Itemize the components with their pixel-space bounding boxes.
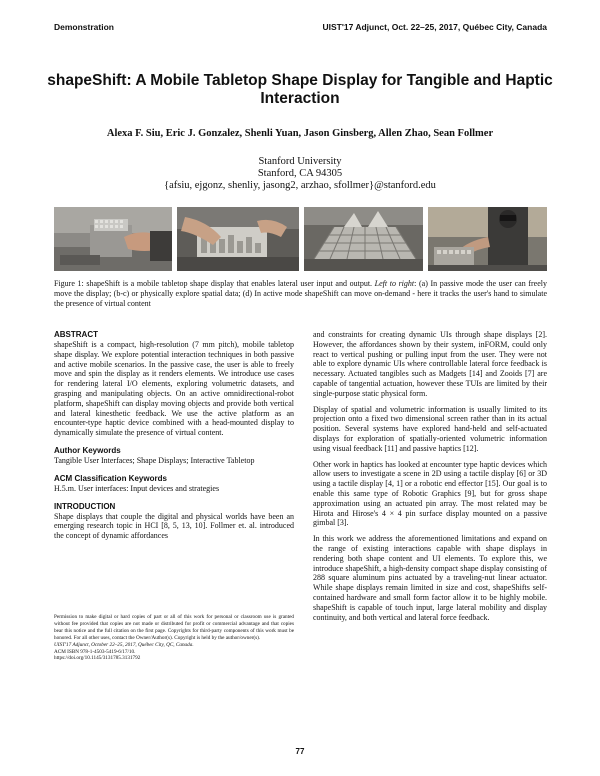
- right-paragraph-2: Display of spatial and volumetric information is usually limited to its projection onto a fixed two dimensional screen rather than in its actual position. Several systems have explored hand-held and self-actuated displays for exploration of spatially-oriented volumetric information using visual feedback [11] and passive haptics [12].: [313, 404, 547, 453]
- acm-text: H.5.m. User interfaces: Input devices and strategies: [54, 483, 220, 493]
- abstract-heading: ABSTRACT: [54, 330, 98, 339]
- left-column: [54, 330, 294, 547]
- figure-photo-a: [54, 207, 172, 271]
- affiliation-university: Stanford University: [258, 156, 342, 167]
- affiliation: [40, 156, 560, 192]
- running-header-left: Demonstration: [54, 22, 114, 32]
- page-number: 77: [295, 747, 305, 756]
- affiliation-location: Stanford, CA 94305: [257, 168, 343, 179]
- keywords-heading: Author Keywords: [54, 445, 121, 455]
- caption-emphasis: Left to right: [374, 279, 415, 288]
- right-paragraph-3: Other work in haptics has looked at encounter type haptic devices which allow users to investigate a scene in 2D using a tactile display [6] or 3D using a tactile display [4, 1] or a robotic end effector [15]. Our goal is to enable this same type of Robotic Graphics [9], but for gross shape approximation using an actuated pin array. The most related may be Hirota and Hirose's 4 × 4 pin surface display mounted on a passive gimbal [3].: [313, 459, 547, 528]
- right-paragraph-1: and constraints for creating dynamic UIs through shape displays [2]. However, the affordances shown by their system, inFORM, could only react to vertical pushing or pulling input from the user. They were not able to explore dynamic UIs where controllable lateral force feedback is necessary. Actuated tangibles such as Madgets [14] and Zooids [7] are capable of tangential actuation, however these TUIs are limited by their single-purpose static physical form.: [313, 330, 547, 398]
- copyright-isbn: ACM ISBN 978-1-4503-5419-6/17/10.: [54, 648, 136, 655]
- right-paragraph-4: In this work we address the aforementioned limitations and expand on the range of existing interactions capable with shape displays in rendering both shape content and UI elements. To explore this, we introduce shapeShift, a high-density compact shape display consisting of 288 square aluminum pins actuated by a traveling-nut linear actuator. While shape displays remain limited in size and cost, shapeShifts self-contained hardware and small form factor allow it to be highly mobile. shapeShift is capable of touch input, large lateral mobility and display continuity, and both vertical and lateral force feedback.: [313, 534, 547, 622]
- author-list: Alexa F. Siu, Eric J. Gonzalez, Shenli Yuan, Jason Ginsberg, Allen Zhao, Sean Follmer: [106, 128, 494, 139]
- introduction-text: Shape displays that couple the digital and physical worlds have been an emerging research topic in HCI [8, 5, 13, 10]. Follmer et. al. introduced the concept of dynamic affordances: [54, 511, 294, 541]
- copyright-doi: https://doi.org/10.1145/3131785.3131792: [54, 655, 141, 662]
- copyright-notice: Permission to make digital or hard copies of part or all of this work for personal or classroom use is granted without fee provided that copies are not made or distributed for profit or commercial advantage and that copies bear this notice and the full citation on the first page. Copyrights for third-party components of this work must be honored. For all other uses, contact the Owner/Author(s). Copyright is held by the author/owner(s).: [54, 614, 294, 641]
- copyright-block: [54, 614, 294, 662]
- affiliation-emails: {afsiu, ejgonz, shenliy, jasong2, arzhao, sfollmer}@stanford.edu: [164, 180, 436, 191]
- caption-rest: : (a) In passive mode the user can freely move the display; (b-c) or physically explore spatial data; (d) In active mode shapeShift can move on-demand - here it tracks the user's hand to simulate the presence of virtual content: [54, 279, 548, 308]
- copyright-venue: UIST'17 Adjunct, October 22–25, 2017, Québec City, QC, Canada.: [54, 641, 194, 648]
- abstract-text: shapeShift is a compact, high-resolution (7 mm pitch), mobile tabletop shape display. We explore potential interaction techniques in both passive and active mobile scenarios. In the passive case, the user is able to freely move and spin the display as it renders elements. We introduce use cases for rendering lateral I/O elements, exploring volumetric datasets, and grasping and manipulating objects. On an active omnidirectional-robot platform, shapeShift can display moving objects and provide both vertical and lateral kinesthetic feedback. We use the active platform as an encounter-type haptic device combined with a head-mounted display to dynamically simulate the presence of virtual content.: [54, 340, 294, 438]
- paper-title: shapeShift: A Mobile Tabletop Shape Display for Tangible and Haptic Interaction: [47, 72, 553, 107]
- caption-lead: Figure 1: shapeShift is a mobile tabletop shape display that enables lateral user input and output.: [54, 279, 375, 288]
- figure-1: [54, 207, 547, 271]
- introduction-heading: INTRODUCTION: [54, 501, 116, 511]
- keywords-text: Tangible User Interfaces; Shape Displays; Interactive Tabletop: [54, 455, 255, 465]
- right-column: [313, 330, 547, 628]
- acm-heading: ACM Classification Keywords: [54, 473, 167, 483]
- figure-photo-c: [304, 207, 423, 271]
- running-header-right: UIST'17 Adjunct, Oct. 22–25, 2017, Québec City, Canada: [322, 22, 547, 32]
- figure-photo-d: [428, 207, 547, 271]
- figure-caption: [54, 279, 547, 309]
- figure-photo-b: [177, 207, 299, 271]
